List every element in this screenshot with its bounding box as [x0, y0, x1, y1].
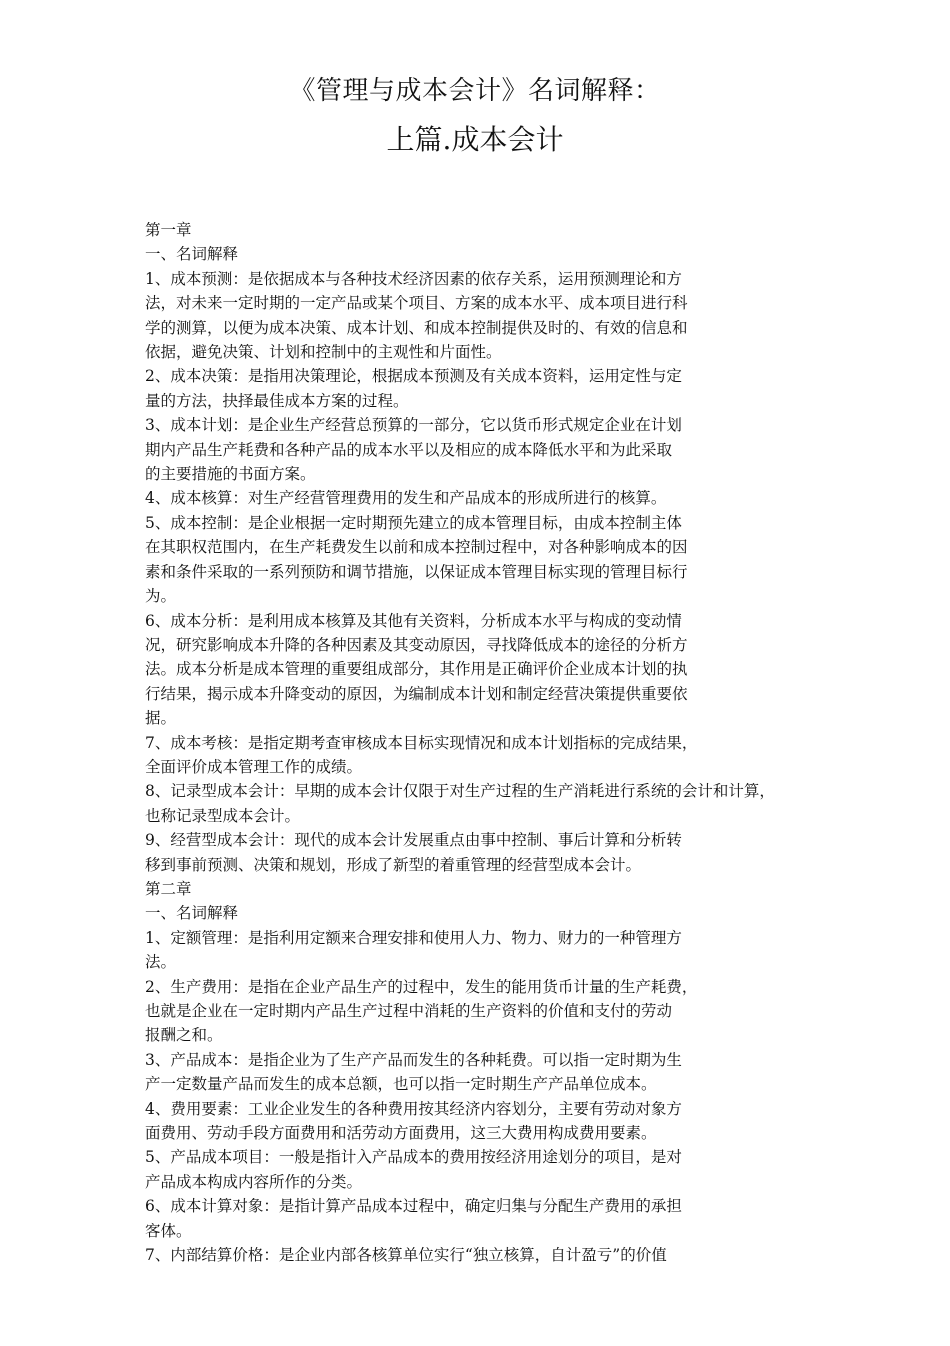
- definition-line: 6、成本计算对象：是指计算产品成本过程中，确定归集与分配生产费用的承担: [145, 1197, 682, 1216]
- definition-item: [145, 1097, 815, 1146]
- definition-line: 法。: [145, 953, 177, 972]
- definition-item: [145, 779, 815, 828]
- definition-line: 3、产品成本：是指企业为了生产产品而发生的各种耗费。可以指一定时期为生: [145, 1050, 682, 1069]
- definition-item: [145, 511, 815, 609]
- definition-line: 1、定额管理：是指利用定额来合理安排和使用人力、物力、财力的一种管理方: [145, 928, 682, 947]
- definition-line: 6、成本分析：是利用成本核算及其他有关资料，分析成本水平与构成的变动情: [145, 611, 682, 630]
- definition-line: 产品成本构成内容所作的分类。: [145, 1172, 363, 1191]
- definition-line: 况，研究影响成本升降的各种因素及其变动原因，寻找降低成本的途径的分析方: [145, 635, 688, 654]
- definition-item: [145, 926, 815, 975]
- definition-item: [145, 267, 815, 365]
- definition-line: 2、生产费用：是指在企业产品生产的过程中，发生的能用货币计量的生产耗费，: [145, 977, 698, 996]
- definition-line: 报酬之和。: [145, 1026, 223, 1045]
- definition-line: 行结果，揭示成本升降变动的原因，为编制成本计划和制定经营决策提供重要依: [145, 684, 688, 703]
- definition-item: [145, 1243, 815, 1267]
- definition-item: [145, 828, 815, 877]
- definition-line: 也就是企业在一定时期内产品生产过程中消耗的生产资料的价值和支付的劳动: [145, 1002, 673, 1020]
- definition-line: 全面评价成本管理工作的成绩。: [145, 757, 363, 776]
- definition-line: 期内产品生产耗费和各种产品的成本水平以及相应的成本降低水平和为此采取: [145, 440, 673, 459]
- definition-item: [145, 413, 815, 486]
- chapter-heading: 第二章: [145, 879, 192, 898]
- definition-item: [145, 975, 815, 1048]
- definition-line: 1、成本预测：是依据成本与各种技术经济因素的依存关系，运用预测理论和方: [145, 269, 682, 288]
- definition-item: [145, 731, 815, 780]
- definition-item: [145, 486, 815, 510]
- definition-line: 9、经营型成本会计：现代的成本会计发展重点由事中控制、事后计算和分析转: [145, 831, 682, 850]
- chapter-1-items: [145, 267, 815, 877]
- definition-line: 法，对未来一定时期的一定产品或某个项目、方案的成本水平、成本项目进行科: [145, 294, 688, 313]
- definition-line: 产一定数量产品而发生的成本总额，也可以指一定时期生产产品单位成本。: [145, 1075, 657, 1094]
- definition-line: 在其职权范围内，在生产耗费发生以前和成本控制过程中，对各种影响成本的因: [145, 538, 688, 557]
- definition-line: 客体。: [145, 1221, 192, 1240]
- definition-item: [145, 1194, 815, 1243]
- section-heading: 一、名词解释: [145, 245, 239, 264]
- definition-line: 7、成本考核：是指定期考查审核成本目标实现情况和成本计划指标的完成结果，: [145, 733, 698, 752]
- definition-line: 的主要措施的书面方案。: [145, 465, 316, 484]
- definition-line: 法。成本分析是成本管理的重要组成部分，其作用是正确评价企业成本计划的执: [145, 660, 688, 679]
- document-body: [145, 218, 815, 1267]
- definition-line: 据。: [145, 709, 177, 728]
- definition-line: 5、成本控制：是企业根据一定时期预先建立的成本管理目标，由成本控制主体: [145, 513, 682, 532]
- definition-line: 5、产品成本项目：一般是指计入产品成本的费用按经济用途划分的项目，是对: [145, 1148, 682, 1167]
- definition-line: 移到事前预测、决策和规划，形成了新型的着重管理的经营型成本会计。: [145, 855, 642, 874]
- definition-line: 8、记录型成本会计：早期的成本会计仅限于对生产过程的生产消耗进行系统的会计和计算，: [145, 782, 775, 801]
- definition-line: 3、成本计划：是企业生产经营总预算的一部分，它以货币形式规定企业在计划: [145, 416, 682, 435]
- definition-line: 面费用、劳动手段方面费用和活劳动方面费用，这三大费用构成费用要素。: [145, 1124, 657, 1143]
- definition-line: 量的方法，抉择最佳成本方案的过程。: [145, 391, 409, 410]
- definition-item: [145, 364, 815, 413]
- definition-item: [145, 1048, 815, 1097]
- definition-item: [145, 1145, 815, 1194]
- chapter-2-items: [145, 926, 815, 1268]
- definition-line: 7、内部结算价格：是企业内部各核算单位实行“独立核算，自计盈亏”的价值: [145, 1246, 667, 1265]
- document-title: 《管理与成本会计》名词解释：: [289, 76, 661, 106]
- section-heading: 一、名词解释: [145, 904, 239, 923]
- chapter-heading: 第一章: [145, 221, 192, 239]
- definition-line: 2、成本决策：是指用决策理论，根据成本预测及有关成本资料，运用定性与定: [145, 367, 682, 386]
- definition-line: 4、成本核算：对生产经营管理费用的发生和产品成本的形成所进行的核算。: [145, 489, 667, 508]
- definition-line: 依据，避免决策、计划和控制中的主观性和片面性。: [145, 343, 502, 362]
- definition-line: 学的测算，以便为成本决策、成本计划、和成本控制提供及时的、有效的信息和: [145, 318, 688, 337]
- definition-line: 4、费用要素：工业企业发生的各种费用按其经济内容划分，主要有劳动对象方: [145, 1099, 682, 1118]
- definition-line: 也称记录型成本会计。: [145, 806, 301, 825]
- definition-line: 素和条件采取的一系列预防和调节措施，以保证成本管理目标实现的管理目标行: [145, 562, 688, 581]
- definition-item: [145, 609, 815, 731]
- document-subtitle: 上篇.成本会计: [386, 123, 564, 156]
- definition-line: 为。: [145, 587, 177, 606]
